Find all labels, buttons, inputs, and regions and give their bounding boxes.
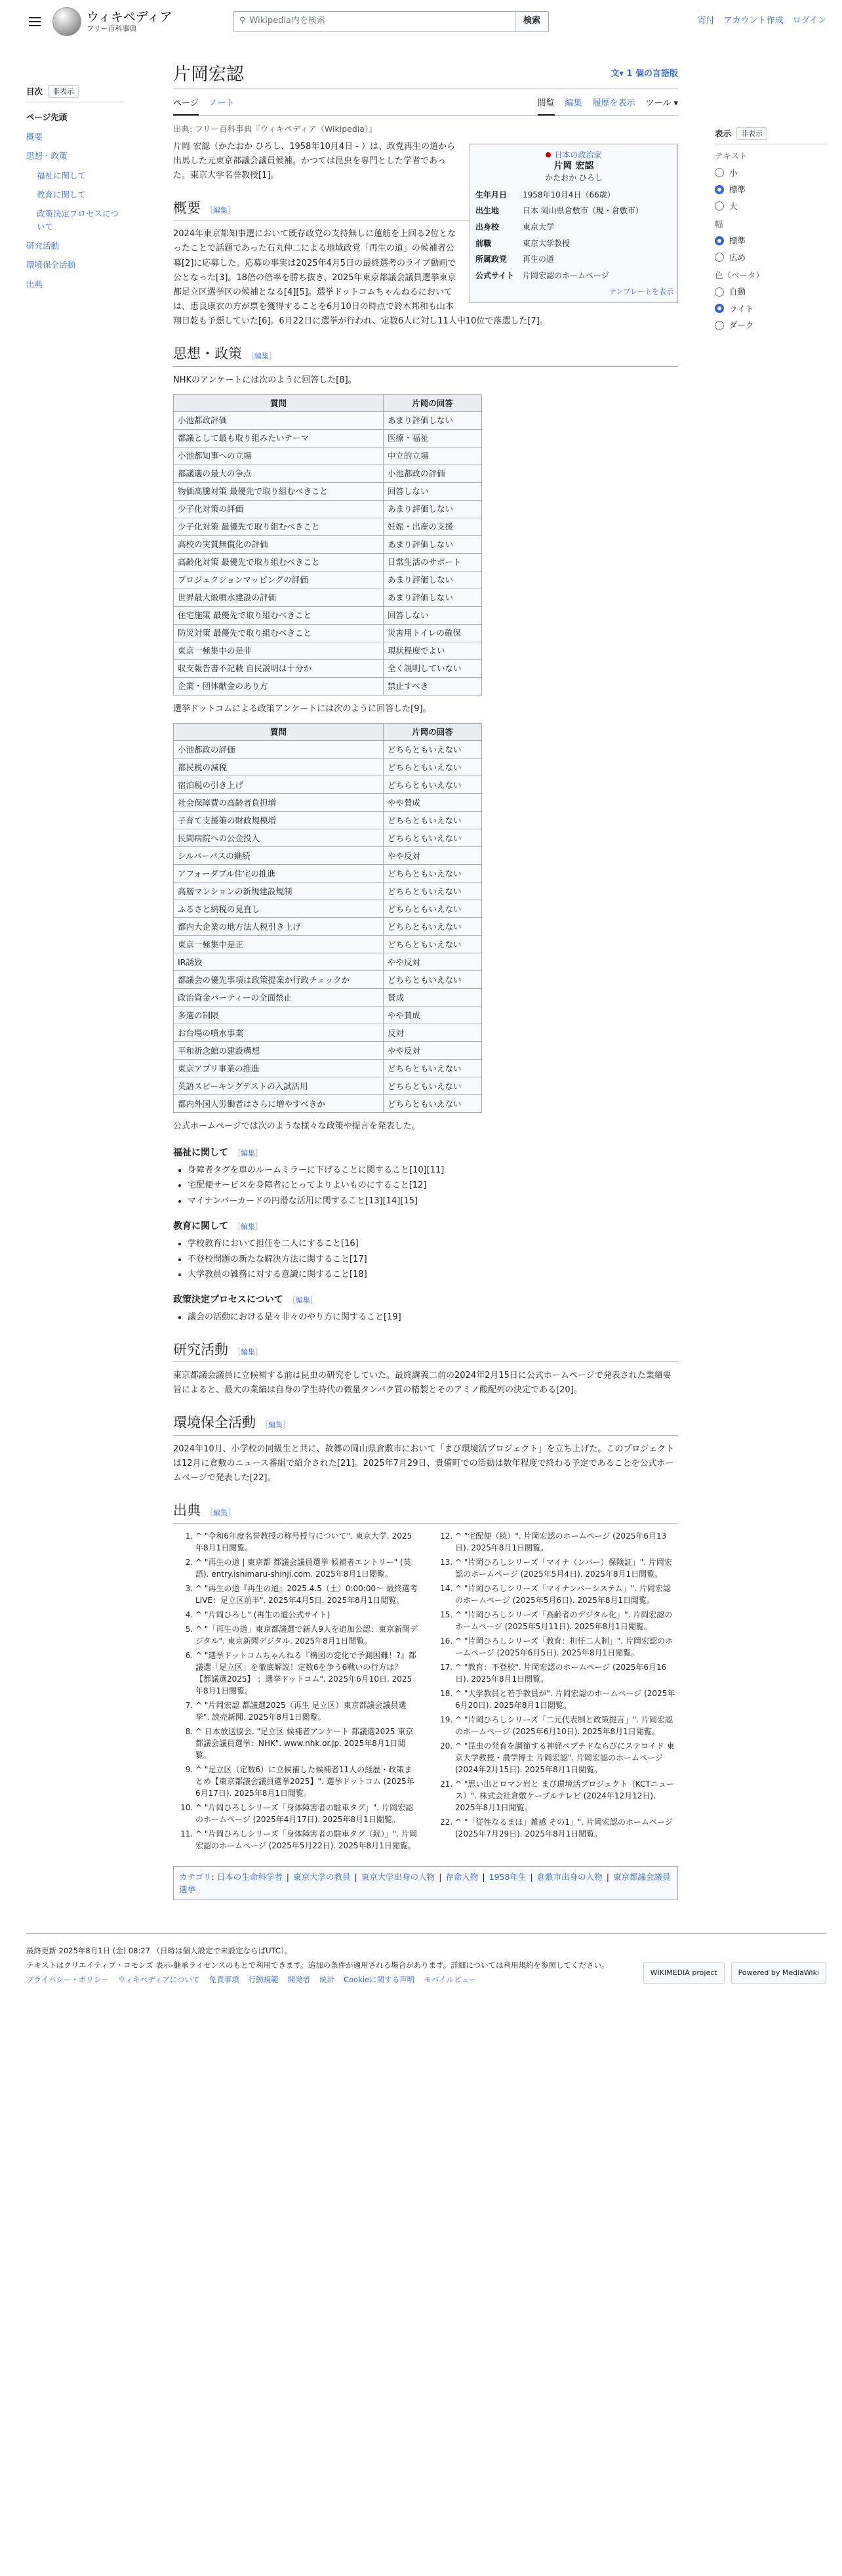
- question-cell: 英語スピーキングテストの入試活用: [174, 1077, 384, 1095]
- question-cell: 民間病院への公金投入: [174, 829, 384, 847]
- infobox-name: 片岡 宏認: [553, 160, 594, 171]
- option-group-label: 色（ベータ）: [715, 270, 765, 280]
- question-cell: プロジェクションマッピングの評価: [174, 571, 384, 589]
- question-cell: 子育て支援策の財政規模増: [174, 812, 384, 829]
- answer-cell: どちらともいえない: [384, 758, 482, 776]
- radio-icon[interactable]: [715, 236, 724, 245]
- radio-option[interactable]: [715, 251, 826, 264]
- table-row: [174, 554, 482, 571]
- table-row: [174, 829, 482, 847]
- infobox-row: [474, 251, 673, 268]
- site-header: [0, 0, 842, 43]
- reference-item: 7. ^ "片岡宏認 都議選2025（再生 足立区）東京都議会議員選挙". 読売新聞. 2025年8月1日閲覧。: [195, 1699, 418, 1723]
- answer-cell: どちらともいえない: [384, 865, 482, 883]
- reference-item: 5. ^ "「再生の道」東京都議選で新人9人を追加公認：東京新聞デジタル". 東京新聞デジタル. 2025年8月1日閲覧。: [195, 1623, 418, 1647]
- table-header: 片岡の回答: [384, 394, 482, 411]
- reference-item: 15. ^ "片岡ひろしシリーズ「高齢者のデジタル化」". 片岡宏認のホームページ (2025年5月11日). 2025年8月1日閲覧。: [455, 1609, 678, 1632]
- question-cell: 住宅施策 最優先で取り組むべきこと: [174, 607, 384, 625]
- infobox: [470, 144, 678, 304]
- infobox-value: 東京大学教授: [523, 238, 571, 248]
- answer-cell: あまり評価しない: [384, 412, 482, 430]
- nhk-intro: NHKのアンケートには次のように回答した[8]。: [173, 375, 357, 385]
- table-row: [174, 430, 482, 447]
- answer-cell: 小池都政の評価: [384, 465, 482, 483]
- list-item: • 学校教育において担任を二人にすること[16]: [188, 1237, 678, 1251]
- answer-cell: あまり評価しない: [384, 571, 482, 589]
- environment-paragraph: 2024年10月、小学校の同級生と共に、故郷の岡山県倉敷市において「まび環境活プロジェクト」を立ち上げた。このプロジェクトは12月に倉敷のニュース番組で紹介された[21]。2025年7月29日、貴備町での活動は数年程度で終わる予定であることを公式ホームページで発表した[22]。: [173, 1444, 675, 1484]
- list-item: • 不登校問題の新たな解決方法に関すること[17]: [188, 1253, 678, 1266]
- table-row: [174, 642, 482, 660]
- table-row: [174, 1024, 482, 1042]
- reference-item: 18. ^ "大学教員と若手教員が". 片岡宏認のホームページ (2025年6月20日). 2025年8月1日閲覧。: [455, 1688, 678, 1711]
- table-row: [174, 518, 482, 536]
- footer-link[interactable]: 免責事項: [209, 1975, 239, 1985]
- hamburger-menu-icon[interactable]: [26, 12, 45, 31]
- toc-item[interactable]: 概要: [26, 131, 43, 142]
- category-link[interactable]: 日本の生命科学者: [216, 1871, 283, 1882]
- infobox-key: 出生地: [475, 206, 500, 216]
- table-row: [174, 625, 482, 642]
- table-row: [174, 447, 482, 465]
- answer-cell: どちらともいえない: [384, 1095, 482, 1113]
- question-cell: 政治資金パーティーの全面禁止: [174, 989, 384, 1007]
- edit-link[interactable]: ［編集］: [233, 1222, 262, 1231]
- radio-option[interactable]: [715, 167, 826, 179]
- question-cell: シルバーパスの継続: [174, 847, 384, 865]
- radio-option[interactable]: [715, 285, 826, 298]
- logo-title: ウィキペディア: [87, 9, 172, 24]
- nhk-survey-table: [173, 394, 482, 696]
- infobox-kana: かたおか ひろし: [545, 173, 603, 182]
- answer-cell: どちらともいえない: [384, 1060, 482, 1077]
- table-row: [174, 900, 482, 918]
- table-row: [174, 660, 482, 678]
- answer-cell: あまり評価しない: [384, 501, 482, 518]
- radio-icon[interactable]: [715, 185, 724, 194]
- reference-item: 3. ^ "再生の道『再生の道』2025.4.5（土）0:00:00〜 最終選考LIVE：足立区前半". 2025年4月5日. 2025年8月1日閲覧。: [195, 1583, 418, 1606]
- category-link[interactable]: 存命人物: [445, 1871, 479, 1882]
- list-item: • マイナンバーカードの円滑な活用に関すること[13][14][15]: [188, 1195, 678, 1208]
- table-row: [174, 1060, 482, 1077]
- translate-icon: 文▾: [611, 69, 627, 79]
- question-cell: 高校の実質無償化の評価: [174, 536, 384, 554]
- table-row: [174, 1095, 482, 1113]
- page-title: 片岡宏認: [173, 64, 244, 85]
- radio-icon[interactable]: [715, 321, 724, 330]
- answer-cell: 日常生活のサポート: [384, 554, 482, 571]
- radio-option[interactable]: [715, 183, 826, 196]
- infobox-key: 公式サイト: [475, 270, 515, 280]
- question-cell: 都内外国人労働者はさらに増やすべきか: [174, 1095, 384, 1113]
- footer-link[interactable]: ウィキペディアについて: [117, 1975, 200, 1985]
- question-cell: 物価高騰対策 最優先で取り組むべきこと: [174, 483, 384, 501]
- question-cell: 都議として最も取り組みたいテーマ: [174, 430, 384, 447]
- category-link[interactable]: 東京大学出身の人物: [361, 1871, 435, 1882]
- list-item: • 宅配便サービスを身障者にとってよりよいものにすること[12]: [188, 1179, 678, 1192]
- table-header: 質問: [174, 724, 384, 741]
- answer-cell: 災害用トイレの確保: [384, 625, 482, 642]
- question-cell: 東京一極集中是正: [174, 936, 384, 953]
- category-separator: |: [286, 1871, 289, 1882]
- search-input[interactable]: [233, 11, 515, 32]
- radio-option[interactable]: [715, 200, 826, 213]
- toc-sidebar: [26, 43, 125, 1908]
- answer-cell: やや賛成: [384, 794, 482, 812]
- answer-cell: どちらともいえない: [384, 812, 482, 829]
- toc-item[interactable]: 教育に関して: [37, 189, 87, 199]
- reference-item: 4. ^ "片岡ひろし" (再生の道公式サイト): [195, 1609, 418, 1621]
- edit-link[interactable]: ［編集］: [206, 205, 235, 215]
- category-separator: |: [530, 1871, 533, 1882]
- search-button[interactable]: 検索: [515, 11, 549, 32]
- question-cell: 防災対策 最優先で取り組むべきこと: [174, 625, 384, 642]
- intro-paragraph: 片岡 宏認（かたおか ひろし、1958年10月4日 - ）は、政党再生の道から出馬した元東京都議会議員候補。かつては昆虫を専門とした学者であった。東京大学名誉教授[1]。: [173, 141, 456, 180]
- radio-option[interactable]: [715, 302, 826, 315]
- chevron-down-icon: ▾: [673, 98, 678, 108]
- toc-list: [26, 108, 125, 294]
- answer-cell: どちらともいえない: [384, 741, 482, 758]
- reference-item: 12. ^ "宅配便（続）". 片岡宏認のホームページ (2025年6月13日). 2025年8月1日閲覧。: [455, 1530, 678, 1554]
- category-box: カテゴリ: 日本の生命科学者 | 東京大学の教員 | 東京大学出身の人物 | 存命人物 | 1958年生 | 倉敷市出身の人物 | 東京都議会議員選挙: [173, 1866, 678, 1901]
- question-cell: お台場の噴水事業: [174, 1024, 384, 1042]
- footer-link[interactable]: プライバシー・ポリシー: [26, 1975, 109, 1985]
- tab-edit[interactable]: 編集: [565, 98, 582, 108]
- section-process-heading: 政策決定プロセスについて ［編集］: [173, 1294, 317, 1305]
- table-row: [174, 918, 482, 936]
- reference-item: 14. ^ "片岡ひろしシリーズ「マイナンバーシステム」". 片岡宏認のホームページ (2025年5月6日). 2025年8月1日閲覧。: [455, 1583, 678, 1606]
- table-row: [174, 589, 482, 607]
- reference-item: 6. ^ "選挙ドットコムちゃんねる『構図の変化で予測困難！?』都議選「足立区」を徹底解説！定数6を争う6戦いの行方は？ 【都議選2025】 ：選挙ドットコム". 2025年6月10日. 2025年8月1日閲覧。: [195, 1650, 418, 1697]
- table-row: [174, 1007, 482, 1024]
- table-row: [174, 483, 482, 501]
- overview-paragraph: 2024年東京都知事選において既存政党の支持無しに蓮舫を上回る2位となったことで話題であった石丸伸二による地域政党「再生の道」の候補者公募[2]に応募した。応募の事実は2025年4月5日の最終選考のライブ動画で公となった[3]。18倍の倍率を勝ち抜き、2025年東京都議会議員選挙東京都足立区選挙区の候補となる[4][5]。選挙ドットコムちゃんねるにおいては、恵良康衣の方が票を獲得することを6月10日の時点で鈴木邦和も山本翔日乾も予想していた[6]。6月22日に選挙が行われ、定数6人に対し11人中10位で落選した[7]。: [173, 229, 548, 326]
- section-welfare-heading: 福祉に関して ［編集］: [173, 1147, 262, 1158]
- radio-icon[interactable]: [715, 287, 724, 297]
- table-row: [174, 571, 482, 589]
- question-cell: 小池都政評価: [174, 412, 384, 430]
- appearance-heading: 表示: [715, 129, 732, 138]
- category-link[interactable]: 東京都議会議員選挙: [179, 1871, 671, 1895]
- answer-cell: どちらともいえない: [384, 936, 482, 953]
- donate-link[interactable]: 寄付: [697, 16, 715, 26]
- table-row: [174, 989, 482, 1007]
- reference-item: 9. ^ "足立区（定数6）に立候補した候補者11人の経歴・政策まとめ【東京都議会議員選挙2025】". 選挙ドットコム (2025年6月17日). 2025年8月1日閲覧。: [195, 1764, 418, 1799]
- table-row: [174, 936, 482, 953]
- reference-item: 21. ^ "思い出とロマン岩と まび環境活プロジェクト（KCTニュース）". 株式会社倉敷ケーブルテレビ (2024年12月12日). 2025年8月1日閲覧。: [455, 1778, 678, 1814]
- table-row: [174, 465, 482, 483]
- appearance-panel: [715, 43, 826, 1908]
- list-item: • 議会の活動における是々非々のやり方に関すること[19]: [188, 1311, 678, 1324]
- reference-item: 8. ^ 日本放送協会. "足立区 候補者アンケート 都議選2025 東京都議会議員選挙：NHK". www.nhk.or.jp. 2025年8月1日閲覧。: [195, 1726, 418, 1761]
- table-row: [174, 536, 482, 554]
- toc-item[interactable]: 福祉に関して: [37, 170, 87, 180]
- section-education-heading: 教育に関して ［編集］: [173, 1220, 262, 1232]
- reference-item: 2. ^ "再生の道 | 東京都 都議会議員選挙 候補者エントリー" (英語). entry.ishimaru-shinji.com. 2025年8月1日閲覧。: [195, 1556, 418, 1580]
- logo-subtitle: フリー百科事典: [87, 24, 137, 33]
- answer-cell: どちらともいえない: [384, 918, 482, 936]
- answer-cell: 現状程度でよい: [384, 642, 482, 660]
- page-footer: [26, 1933, 826, 2001]
- table-row: [174, 794, 482, 812]
- section-policy-heading: 思想・政策 ［編集］: [173, 343, 678, 367]
- edit-link[interactable]: ［編集］: [233, 1347, 262, 1356]
- answer-cell: 全く説明していない: [384, 660, 482, 678]
- category-label[interactable]: カテゴリ: [179, 1871, 212, 1882]
- reference-item: 19. ^ "片岡ひろしシリーズ「二元代表制と政策提言」". 片岡宏認のホームページ (2025年6月10日). 2025年8月1日閲覧。: [455, 1714, 678, 1737]
- list-item: • 大学教員の雑務に対する意識に関すること[18]: [188, 1268, 678, 1281]
- login-link[interactable]: ログイン: [792, 16, 826, 26]
- table-row: [174, 776, 482, 794]
- infobox-key: 出身校: [475, 222, 500, 232]
- answer-cell: 反対: [384, 1024, 482, 1042]
- answer-cell: どちらともいえない: [384, 776, 482, 794]
- radio-option[interactable]: [715, 234, 826, 247]
- toc-item[interactable]: 政策決定プロセスについて: [37, 209, 119, 232]
- radio-icon[interactable]: [715, 304, 724, 313]
- question-cell: 多選の制限: [174, 1007, 384, 1024]
- question-cell: 小池都政の評価: [174, 741, 384, 758]
- question-cell: IR誘致: [174, 953, 384, 971]
- wikipedia-logo[interactable]: [52, 7, 194, 36]
- list-item: • 身障者タグを車のルームミラーに下げることに関すること[10][11]: [188, 1164, 678, 1177]
- radio-label: 広め: [729, 252, 746, 262]
- table-header: 質問: [174, 394, 384, 411]
- mediawiki-badge[interactable]: Powered by MediaWiki: [731, 1963, 826, 1983]
- category-link[interactable]: 東京大学の教員: [292, 1871, 351, 1882]
- infobox-row: [474, 236, 673, 252]
- infobox-row: [474, 187, 673, 203]
- table-row: [174, 1042, 482, 1060]
- references: [173, 1530, 678, 1854]
- answer-cell: 賛成: [384, 989, 482, 1007]
- reference-item: 17. ^ "教育：不登校". 片岡宏認のホームページ (2025年6月16日). 2025年8月1日閲覧。: [455, 1661, 678, 1685]
- infobox-value: 片岡宏認のホームページ: [523, 270, 609, 280]
- question-cell: 都内大企業の地方法人税引き上げ: [174, 918, 384, 936]
- edit-link[interactable]: ［編集］: [233, 1148, 262, 1157]
- answer-cell: どちらともいえない: [384, 829, 482, 847]
- flag-icon: [546, 152, 551, 157]
- last-updated: 最終更新 2025年8月1日 (金) 08:27 （日時は個人設定で未設定ならばUTC）。: [26, 1946, 292, 1956]
- answer-cell: あまり評価しない: [384, 589, 482, 607]
- wikimedia-badge[interactable]: WIKIMEDIA project: [643, 1963, 725, 1983]
- answer-cell: 禁止すべき: [384, 678, 482, 696]
- table-row: [174, 971, 482, 989]
- infobox-value: 再生の道: [523, 255, 555, 264]
- table-row: [174, 847, 482, 865]
- reference-item: 22. ^ "「従性なるまほ」雑感 その1」". 片岡宏認のホームページ (2025年7月29日). 2025年8月1日閲覧。: [455, 1816, 678, 1840]
- table-row: [174, 812, 482, 829]
- radio-option[interactable]: [715, 319, 826, 331]
- section-overview-heading: 概要 ［編集］: [173, 197, 678, 221]
- article-main: [173, 43, 678, 1908]
- answer-cell: やや賛成: [384, 1007, 482, 1024]
- hp-intro: 公式ホームページでは次のような様々な政策や提言を発表した。: [173, 1121, 420, 1132]
- tab-talk[interactable]: ノート: [209, 98, 235, 108]
- question-cell: 高齢化対策 最優先で取り組むべきこと: [174, 554, 384, 571]
- table-row: [174, 883, 482, 900]
- radio-icon[interactable]: [715, 201, 724, 211]
- question-cell: 少子化対策の評価: [174, 501, 384, 518]
- table-row: [174, 607, 482, 625]
- table-row: [174, 678, 482, 696]
- question-cell: 宿泊税の引き上げ: [174, 776, 384, 794]
- toc-item[interactable]: 環境保全活動: [26, 260, 76, 270]
- education-list: [188, 1237, 678, 1281]
- answer-cell: やや反対: [384, 1042, 482, 1060]
- answer-cell: どちらともいえない: [384, 900, 482, 918]
- toc-heading: 目次: [26, 87, 43, 96]
- toc-item[interactable]: 研究活動: [26, 241, 60, 251]
- answer-cell: 回答しない: [384, 483, 482, 501]
- question-cell: 東京アプリ事業の推進: [174, 1060, 384, 1077]
- infobox-key: 生年月日: [475, 190, 508, 199]
- question-cell: 収支報告書不記載 自民説明は十分か: [174, 660, 384, 678]
- toc-hide-button[interactable]: 非表示: [48, 85, 79, 98]
- footer-link[interactable]: 行動規範: [248, 1975, 279, 1985]
- category-separator: |: [482, 1871, 485, 1882]
- question-cell: ふるさと納税の見直し: [174, 900, 384, 918]
- page-tabs: [173, 94, 678, 116]
- question-cell: 高層マンションの新規建設規制: [174, 883, 384, 900]
- tab-history[interactable]: 履歴を表示: [592, 98, 635, 108]
- infobox-value: 日本 岡山県倉敷市（現・倉敷市）: [523, 206, 643, 216]
- search-form: [233, 11, 549, 32]
- section-environment-heading: 環境保全活動 ［編集］: [173, 1412, 678, 1436]
- answer-cell: どちらともいえない: [384, 883, 482, 900]
- from-wikipedia: 出典: フリー百科事典『ウィキペディア（Wikipedia）』: [173, 124, 377, 135]
- senkyo-intro: 選挙ドットコムによる政策アンケートには次のように回答した[9]。: [173, 704, 431, 715]
- category-link[interactable]: 1958年生: [489, 1871, 527, 1882]
- radio-label: 標準: [729, 236, 746, 246]
- answer-cell: 医療・福祉: [384, 430, 482, 447]
- language-button[interactable]: 文▾ 1 個の言語版: [611, 69, 678, 79]
- question-cell: 東京一極集中の是非: [174, 642, 384, 660]
- question-cell: 都議選の最大の争点: [174, 465, 384, 483]
- reference-item: 20. ^ "昆虫の発育を調節する神経ペプチドならびにステロイド 東京大学教授・農学博士 片岡宏認". 片岡宏認のホームページ (2024年2月15日). 2025年8月1日閲覧。: [455, 1740, 678, 1776]
- search-icon: ⚲: [239, 16, 246, 26]
- answer-cell: 回答しない: [384, 607, 482, 625]
- infobox-value: 1958年10月4日（66歳）: [523, 190, 615, 199]
- question-cell: 小池都知事への立場: [174, 447, 384, 465]
- answer-cell: 中立的立場: [384, 447, 482, 465]
- infobox-key: 所属政党: [475, 255, 508, 264]
- question-cell: 平和祈念館の建設構想: [174, 1042, 384, 1060]
- toc-item[interactable]: 思想・政策: [26, 151, 68, 161]
- tab-page[interactable]: ページ: [173, 94, 199, 115]
- reference-item: 1. ^ "令和6年度名誉教授の称号授与について". 東京大学. 2025年8月1日閲覧。: [195, 1530, 418, 1554]
- section-refs-heading: 出典 ［編集］: [173, 1500, 678, 1524]
- reference-item: 16. ^ "片岡ひろしシリーズ「教育：担任二人制」". 片岡宏認のホームページ (2025年6月5日). 2025年8月1日閲覧。: [455, 1635, 678, 1659]
- infobox-row: [474, 219, 673, 236]
- answer-cell: どちらともいえない: [384, 1077, 482, 1095]
- reference-item: 11. ^ "片岡ひろしシリーズ「身体障害者の駐車タグ（続）」". 片岡宏認のホームページ (2025年5月22日). 2025年8月1日閲覧。: [195, 1828, 418, 1852]
- table-row: [174, 865, 482, 883]
- references-left: [173, 1530, 418, 1854]
- infobox-value: 東京大学: [523, 222, 555, 232]
- question-cell: 企業・団体献金のあり方: [174, 678, 384, 696]
- footer-link[interactable]: 統計: [319, 1975, 335, 1985]
- senkyo-survey-table: [173, 723, 482, 1113]
- option-group-label: テキスト: [715, 151, 748, 161]
- tab-tools[interactable]: ツール ▾: [646, 94, 678, 115]
- answer-cell: どちらともいえない: [384, 971, 482, 989]
- radio-label: ライト: [729, 303, 754, 314]
- edit-link[interactable]: ［編集］: [261, 1421, 290, 1430]
- answer-cell: やや反対: [384, 953, 482, 971]
- question-cell: 世界最大級噴水建設の評価: [174, 589, 384, 607]
- answer-cell: あまり評価しない: [384, 536, 482, 554]
- edit-link[interactable]: ［編集］: [206, 1508, 235, 1518]
- reference-item: 10. ^ "片岡ひろしシリーズ「身体障害者の駐車タグ」". 片岡宏認のホームページ (2025年4月17日). 2025年8月1日閲覧。: [195, 1802, 418, 1825]
- radio-label: 標準: [729, 184, 746, 195]
- table-header: 片岡の回答: [384, 724, 482, 741]
- category-link[interactable]: 倉敷市出身の人物: [536, 1871, 603, 1882]
- create-account-link[interactable]: アカウント作成: [723, 16, 784, 26]
- infobox-row: [474, 203, 673, 219]
- process-list: [188, 1311, 678, 1324]
- infobox-key: 前職: [475, 238, 492, 248]
- edit-link[interactable]: ［編集］: [247, 352, 276, 360]
- table-row: [174, 501, 482, 518]
- radio-label: 大: [729, 201, 738, 211]
- toc-item[interactable]: 出典: [26, 279, 43, 289]
- question-cell: 少子化対策 最優先で取り組むべきこと: [174, 518, 384, 536]
- category-separator: |: [606, 1871, 609, 1882]
- question-cell: 都民税の減税: [174, 758, 384, 776]
- tab-read[interactable]: 閲覧: [538, 94, 555, 115]
- question-cell: アフォーダブル住宅の推進: [174, 865, 384, 883]
- toc-item[interactable]: ページ先頭: [26, 112, 68, 123]
- footer-link[interactable]: モバイルビュー: [424, 1975, 477, 1985]
- table-row: [174, 953, 482, 971]
- license-text: テキストはクリエイティブ・コモンズ 表示-継承ライセンスのもとで利用できます。追加の条件が適用される場合があります。詳細については利用規約を参照してください。: [26, 1961, 609, 1970]
- radio-icon[interactable]: [715, 253, 724, 262]
- search-placeholder: Wikipedia内を検索: [249, 16, 325, 26]
- table-row: [174, 741, 482, 758]
- appearance-hide-button[interactable]: 非表示: [736, 127, 767, 140]
- table-row: [174, 758, 482, 776]
- radio-label: 小: [729, 167, 738, 178]
- table-row: [174, 412, 482, 430]
- research-paragraph: 東京都議会議員に立候補する前は昆虫の研究をしていた。最終講義二前の2024年2月15日に公式ホームページで発表された業績要旨によると、最大の業績は自身の学生時代の微量タンパク質の精製とそのアミノ酸配列の決定である[20]。: [173, 1371, 672, 1396]
- radio-icon[interactable]: [715, 168, 724, 177]
- footer-link[interactable]: 開発者: [287, 1975, 311, 1985]
- edit-link[interactable]: ［編集］: [288, 1295, 317, 1304]
- footer-link[interactable]: Cookieに関する声明: [344, 1975, 415, 1985]
- globe-icon: [52, 7, 81, 36]
- radio-label: 自動: [729, 287, 746, 297]
- radio-label: ダーク: [729, 320, 754, 331]
- welfare-list: [188, 1164, 678, 1207]
- infobox-row: [474, 268, 673, 284]
- references-right: [433, 1530, 678, 1854]
- section-research-heading: 研究活動 ［編集］: [173, 1339, 678, 1363]
- answer-cell: やや反対: [384, 847, 482, 865]
- reference-item: 13. ^ "片岡ひろしシリーズ「マイナ（ンバー）保険証」". 片岡宏認のホームページ (2025年5月4日). 2025年8月1日閲覧。: [455, 1556, 678, 1580]
- category-separator: |: [354, 1871, 357, 1882]
- answer-cell: 妊娠・出産の支援: [384, 518, 482, 536]
- infobox-party[interactable]: 日本の政治家: [554, 150, 602, 159]
- user-links: [698, 14, 826, 28]
- category-separator: |: [439, 1871, 442, 1882]
- question-cell: 都議会の優先事項は政策提案か行政チェックか: [174, 971, 384, 989]
- option-group-label: 幅: [715, 218, 723, 229]
- question-cell: 社会保障費の高齢者負担増: [174, 794, 384, 812]
- table-row: [174, 1077, 482, 1095]
- template-link[interactable]: テンプレートを表示: [609, 287, 673, 297]
